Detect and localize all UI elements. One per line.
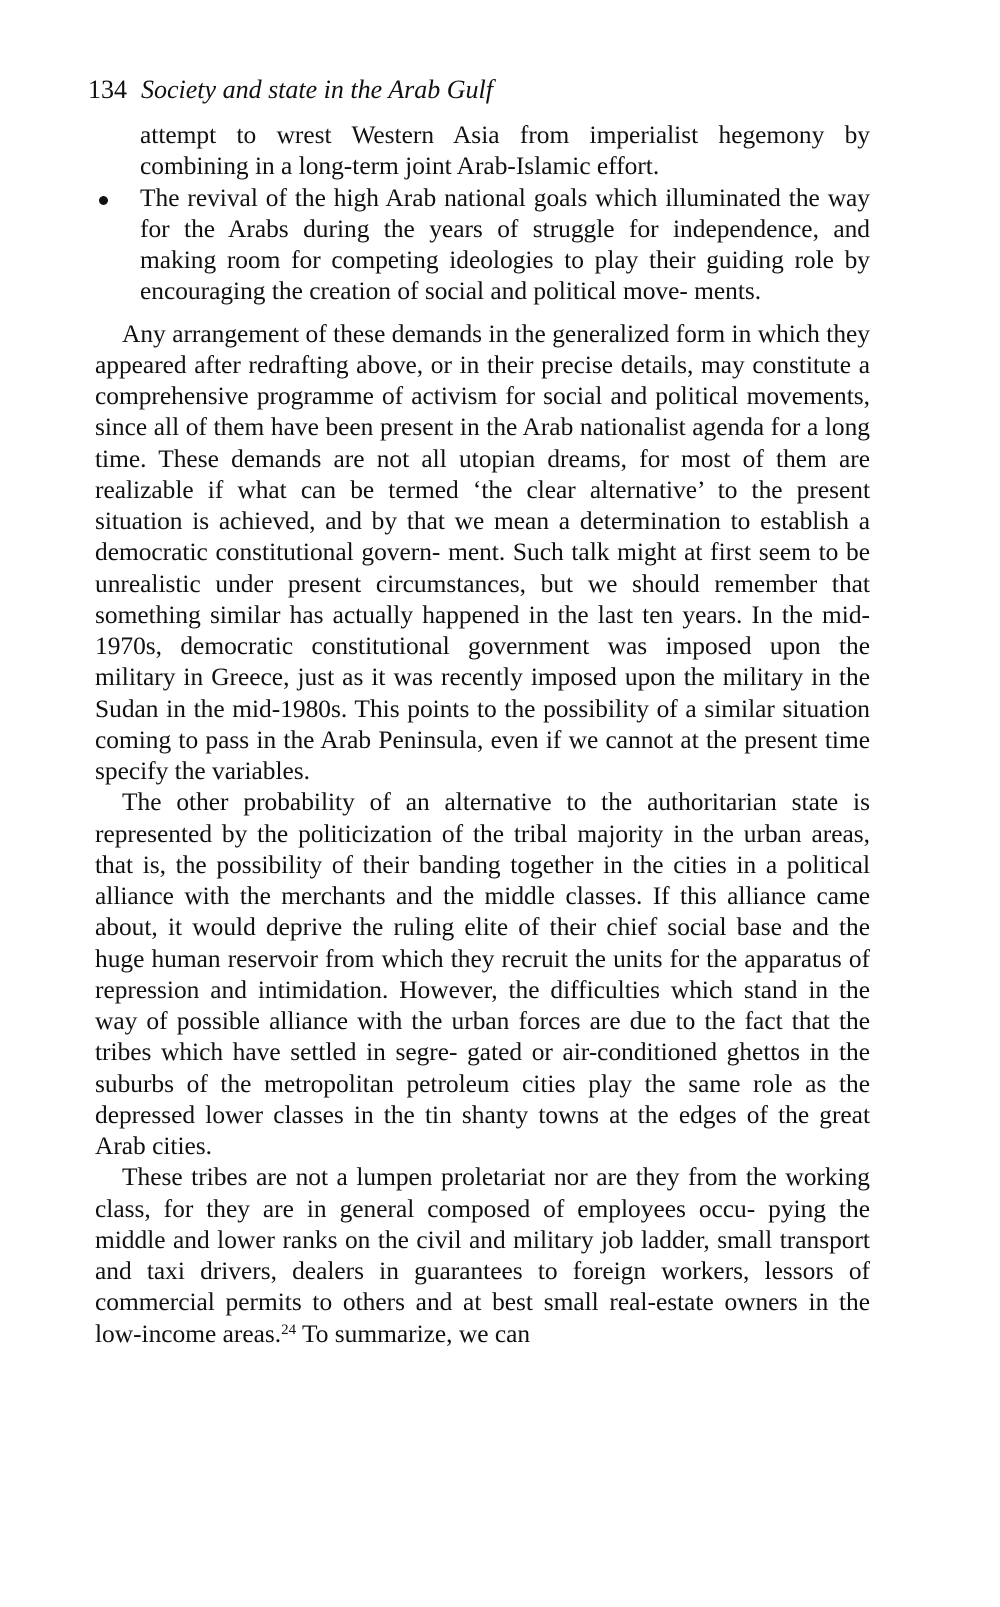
running-title: Society and state in the Arab Gulf bbox=[141, 75, 493, 104]
list-item bbox=[95, 120, 870, 183]
list-item-text: The revival of the high Arab national goals which illuminated the way for the Arabs during the years of struggle for independence, and making room for competing ideologies to play their guiding role by encouraging the creation of social and political move- ments. bbox=[140, 183, 870, 306]
page-number: 134 bbox=[88, 75, 127, 104]
list-item bbox=[95, 183, 870, 308]
footnote-reference: 24 bbox=[281, 1321, 297, 1338]
paragraph bbox=[95, 1162, 870, 1350]
list-item-text: attempt to wrest Western Asia from imperialist hegemony by combining in a long-term joint Arab-Islamic effort. bbox=[140, 121, 870, 181]
paragraph: The other probability of an alternative to the authoritarian state is represented by the politicization of the tribal majority in the urban areas, that is, the possibility of their banding together in the cities in a political alliance with the merchants and the middle classes. If this alliance came about, it would deprive the ruling elite of their chief social base and the huge human reservoir from which they recruit the units for the apparatus of repression and intimidation. However, the difficulties which stand in the way of possible alliance with the urban forces are due to the fact that the tribes which have settled in segre- gated or air-conditioned ghettos in the suburbs of the metropolitan petroleum cities play the same role as the depressed lower classes in the tin shanty towns at the edges of the great Arab cities. bbox=[95, 788, 870, 1160]
running-head bbox=[88, 74, 493, 106]
bullet-icon bbox=[99, 196, 108, 205]
paragraph-text: These tribes are not a lumpen proletariat nor are they from the working class, for they are in general composed of employees occu- pying the middle and lower ranks on the civil and military job ladder, small transport and taxi drivers, dealers in guarantees to foreign workers, lessors of commercial permits to others and at best small real-estate owners in the low-income areas. bbox=[95, 1163, 870, 1348]
paragraph: Any arrangement of these demands in the generalized form in which they appeared after redrafting above, or in their precise details, may constitute a comprehensive programme of activism for social and political movements, since all of them have been present in the Arab nationalist agenda for a long time. These demands are not all utopian dreams, for most of them are realizable if what can be termed ‘the clear alternative’ to the present situation is achieved, and by that we mean a determination to establish a democratic constitutional govern- ment. Such talk might at first seem to be unrealistic under present circumstances, but we should remember that something similar has actually happened in the last ten years. In the mid-1970s, democratic constitutional government was imposed upon the military in Greece, just as it was recently imposed upon the military in the Sudan in the mid-1980s. This points to the possibility of a similar situation coming to pass in the Arab Peninsula, even if we cannot at the present time specify the variables. bbox=[95, 319, 870, 785]
demands-list bbox=[95, 120, 870, 308]
paragraph-text: To summarize, we can bbox=[296, 1319, 531, 1348]
body-text bbox=[95, 120, 870, 1350]
